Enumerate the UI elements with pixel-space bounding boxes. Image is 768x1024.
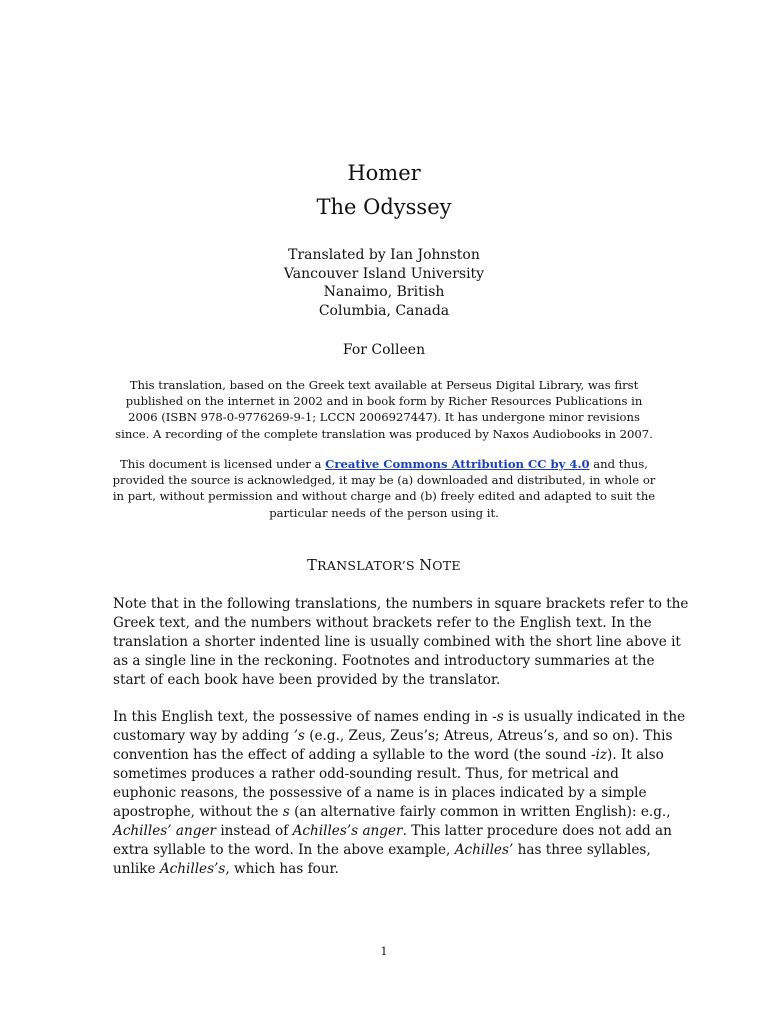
paragraph-line: Greek text, and the numbers without brackets refer to the English text. In the: [113, 615, 652, 631]
text-run: (e.g., Zeus, Zeus’s; Atreus, Atreus’s, and so on). This: [304, 728, 673, 744]
paragraph-line: [113, 708, 686, 727]
publication-note: This translation, based on the Greek text available at Perseus Digital Library, was first published on the internet in 2002 and in book form by Richer Resources Publications in 2006 (ISBN 978-0-9776269-9-1; LCCN 2006927447). It has undergone minor revisions since. A recording of the complete translation was produced by Naxos Audiobooks in 2007.: [115, 378, 653, 441]
italic-run: Achilles’: [454, 842, 514, 858]
italic-run: -s: [492, 709, 504, 725]
text-run: , which has four.: [225, 861, 339, 877]
license-suffix: and thus, provided the source is acknowledged, it may be (a) downloaded and distributed, in whole or in part, without permission and without charge and (b) freely edited and adapted to suit the particular needs of the person using it.: [112, 457, 656, 520]
text-run: In this English text, the possessive of names ending in: [113, 709, 493, 725]
author-title: Homer: [347, 161, 421, 185]
page-number: 1: [380, 945, 388, 958]
institution-line: Vancouver Island University: [283, 265, 485, 282]
dedication: For Colleen: [342, 342, 426, 358]
heading-apostrophe: ’: [401, 558, 407, 573]
license-prefix: This document is licensed under a: [120, 457, 326, 471]
paragraph-line: [113, 860, 661, 879]
italic-run: Achilles’ anger: [113, 823, 216, 839]
italic-run: Achilles’s anger: [292, 823, 403, 839]
book-title: The Odyssey: [316, 195, 452, 219]
city-line: Nanaimo, British: [323, 284, 445, 300]
paragraph-line: [113, 727, 673, 746]
italic-run: Achilles’s: [159, 861, 226, 877]
text-run: ). It also: [607, 747, 664, 763]
text-run: unlike: [113, 861, 160, 877]
heading-cap-2: N: [419, 558, 433, 574]
heading-rest-1b: S: [406, 558, 415, 573]
translator-line: Translated by Ian Johnston: [288, 247, 480, 263]
text-run: apostrophe, without the: [113, 804, 283, 820]
paragraph-line: start of each book have been provided by the translator.: [113, 672, 501, 688]
text-run: customary way by adding: [113, 728, 294, 744]
translation-credits: [0, 246, 768, 320]
italic-run: ’s: [293, 728, 305, 744]
text-run: has three syllables,: [513, 842, 651, 858]
text-run: . This latter procedure does not add an: [402, 823, 672, 839]
paragraph-line: sometimes produces a rather odd-sounding result. Thus, for metrical and: [113, 766, 619, 782]
paragraph-line: [113, 746, 664, 765]
paragraph-line: Note that in the following translations, the numbers in square brackets refer to the: [113, 596, 689, 612]
text-run: instead of: [216, 823, 293, 839]
text-run: (an alternative fairly common in written English): e.g.,: [289, 804, 671, 820]
text-run: convention has the effect of adding a syllable to the word (the sound: [113, 747, 591, 763]
translator-note-paragraph-2: [113, 708, 686, 879]
translator-note-paragraph-1: [113, 595, 689, 690]
paragraph-line: as a single line in the reckoning. Footnotes and introductory summaries at the: [113, 653, 655, 669]
license-note: [110, 456, 658, 521]
text-run: extra syllable to the word. In the above example,: [113, 842, 455, 858]
license-link[interactable]: Creative Commons Attribution CC by 4.0: [325, 457, 590, 471]
heading-cap-1: T: [307, 558, 318, 574]
heading-rest-2: OTE: [432, 558, 461, 573]
heading-rest-1: RANSLATOR: [317, 558, 402, 573]
paragraph-line: [113, 803, 671, 822]
italic-run: -iz: [590, 747, 608, 763]
paragraph-line: translation a shorter indented line is usually combined with the short line above it: [113, 634, 681, 650]
section-heading: [0, 557, 768, 575]
country-line: Columbia, Canada: [318, 302, 450, 319]
text-run: is usually indicated in the: [503, 709, 686, 725]
paragraph-line: [113, 822, 672, 841]
paragraph-line: [113, 841, 661, 860]
paragraph-line: euphonic reasons, the possessive of a name is in places indicated by a simple: [113, 785, 647, 801]
italic-run: s: [282, 804, 290, 820]
